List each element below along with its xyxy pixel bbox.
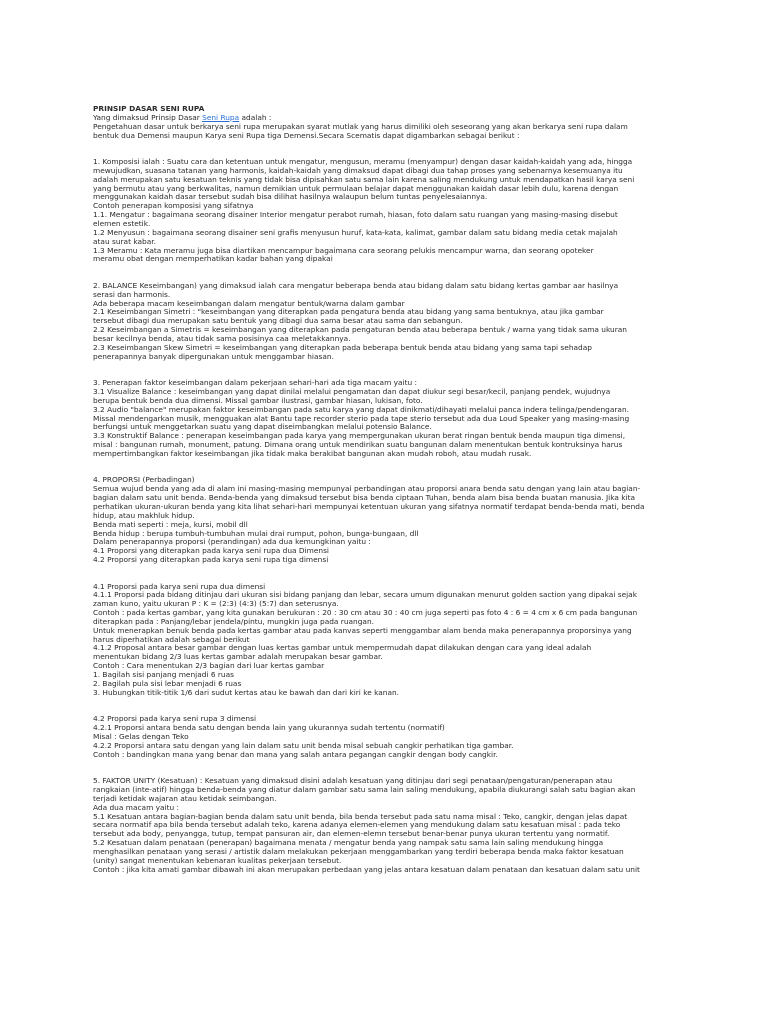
paragraph-line: hidup, atau makhluk hidup. [93, 510, 195, 520]
section-1 [93, 158, 678, 264]
paragraph-line: yang bermutu atau yang berkwalitas, namun demikian untuk permulaan belajar dapat menggunakan kaidah dasar lebih dulu, karena dengan [93, 183, 619, 193]
paragraph-line: terjadi ketidak wajaran atau ketidak seimbangan. [93, 793, 277, 803]
paragraph-line: mempertimbangkan faktor keseimbangan jika tidak maka berakibat bangunan akan mudah roboh, atau mudah rusak. [93, 448, 532, 458]
paragraph-line: Benda mati seperti : meja, kursi, mobil dll [93, 519, 248, 529]
paragraph-line: atau surat kabar. [93, 236, 156, 246]
paragraph-line: Contoh penerapan komposisi yang sifatnya [93, 201, 254, 211]
paragraph-line: tersebut dibagi dua merupakan satu bentuk yang dibagi dua sama besar atau sama dan sebangun. [93, 316, 463, 326]
paragraph-line: 1.1. Mengatur : bagaimana seorang disainer Interior mengatur perabot rumah, hiasan, foto dalam satu ruangan yang masing-masing disebut [93, 210, 618, 220]
paragraph-line: serasi dan harmonis. [93, 289, 171, 299]
paragraph-line: 4.1.2 Proposal antara besar gambar dengan luas kertas gambar untuk mempermudah dapat dilakukan dengan cara yang ideal adalah [93, 643, 592, 653]
paragraph-line: meramu obat dengan memperhatikan kadar bahan yang dipakai [93, 254, 333, 264]
paragraph-gap [93, 140, 678, 149]
paragraph-line: zaman kuno, yaitu ukuran P : K = (2:3) (4:3) (5:7) dan seterusnya. [93, 599, 339, 609]
section-3 [93, 379, 678, 459]
paragraph-line: Semua wujud benda yang ada di alam ini masing-masing mempunyai perbandingan atau proporsi anara benda satu dengan yang lain atau bagian- [93, 484, 641, 494]
paragraph-line: 2.3 Keseimbangan Skew Simetri = keseimbangan yang diterapkan pada beberapa bentuk benda atau bidang yang sama tapi sehadap [93, 342, 592, 352]
paragraph-line: 4.2 Proporsi yang diterapkan pada karya seni rupa tiga dimensi [93, 555, 329, 565]
paragraph-line: perhatikan ukuran-ukuran benda yang kita lihat sehari-hari mempunyai ketentuan ukuran yang sifatnya normatif terdapat benda-benda mati, benda [93, 501, 645, 511]
paragraph-line: Contoh : bandingkan mana yang benar dan mana yang salah antara pegangan cangkir dengan body cangkir. [93, 749, 498, 759]
paragraph-line: besar kecilnya benda, atau tidak sama posisinya caa meletakkannya. [93, 333, 351, 343]
paragraph-line: Ada dua macam yaitu : [93, 802, 179, 812]
paragraph-line: elemen estetik. [93, 218, 151, 228]
intro-paragraph-line: bentuk dua Demensi maupun Karya seni Rupa tiga Demensi.Secara Scematis dapat digambarkan sebagai berikut : [93, 130, 520, 140]
paragraph-line: 3.3 Konstruktif Balance : penerapan keseimbangan pada karya yang mempergunakan ukuran berat ringan bentuk benda maupun tiga dimensi, [93, 431, 626, 441]
section-2 [93, 282, 678, 362]
paragraph-gap [93, 264, 678, 273]
paragraph-line: 1. Komposisi ialah : Suatu cara dan ketentuan untuk mengatur, mengusun, meramu (menyampur) dengan dasar kaidah-kaidah yang ada, hingga [93, 157, 633, 167]
paragraph-line: adalah merupakan satu kesatuan teknis yang tidak bisa dipisahkan satu sama lain karena saling mendukung untuk mendapatkan hasil karya seni [93, 174, 635, 184]
paragraph-line: diterapkan pada : Panjang/lebar jendela/pintu, mungkin juga pada ruangan. [93, 616, 374, 626]
paragraph-line: 4.1.1 Proporsi pada bidang ditinjau dari ukuran sisi bidang panjang dan lebar, secara umum digunakan menurut golden saction yang dipakai sejak [93, 590, 637, 600]
paragraph-line: berfungsi untuk menggetarkan suatu yang dapat diseimbangkan melalui potensio Balance. [93, 422, 432, 432]
paragraph-line: 3.2 Audio "balance" merupakan faktor keseimbangan pada satu karya yang dapat dinikmati/dihayati melalui panca indera telinga/pendengaran. [93, 404, 629, 414]
paragraph-line: Missal mendengarkan musik, mengguakan alat Bantu tape recorder sterio pada tape sterio tersebut ada dua Loud Speaker yang masing-masing [93, 413, 630, 423]
paragraph-line: mewujudkan, suasana tatanan yang harmonis, kaidah-kaidah yang dimaksud dapat dibagi dua tahap proses yang sebenarnya kesemuanya itu [93, 165, 623, 175]
paragraph-line: Untuk menerapkan benuk benda pada kertas gambar atau pada kanvas seperti menggambar alam benda maka penerapannya proporsinya yang [93, 625, 632, 635]
paragraph-gap [93, 361, 678, 370]
paragraph-line: 5.2 Kesatuan dalam penataan (penerapan) bagaimana menata / mengatur benda yang nampak satu sama lain saling mendukung hingga [93, 838, 604, 848]
section-5 [93, 583, 678, 698]
paragraph-line: 1.2 Menyusun : bagaimana seorang disainer seni grafis menyusun huruf, kata-kata, kalimat, gambar dalam satu bidang media cetak majalah [93, 227, 618, 237]
paragraph-line: Contoh : Cara menentukan 2/3 bagian dari luar kertas gambar [93, 661, 325, 671]
document-body [93, 140, 678, 874]
paragraph-line: 2.2 Keseimbangan a Simetris = keseimbangan yang diterapkan pada pengaturan benda atau beberapa bentuk / warna yang tidak sama ukuran [93, 325, 627, 335]
paragraph-line: 3. Penerapan faktor keseimbangan dalam pekerjaan sehari-hari ada tiga macam yaitu : [93, 378, 418, 388]
paragraph-line: secara normatif apa bila benda tersebut adalah teko, karena adanya elemen-elemen yang mendukung dalam satu kesatuan misal : pada teko [93, 820, 621, 830]
paragraph-line: 5. FAKTOR UNITY (Kesatuan) : Kesatuan yang dimaksud disini adalah kesatuan yang ditinjau dari segi penataan/pengaturan/penerapan atau [93, 776, 613, 786]
intro-paragraph-line: Pengetahuan dasar untuk berkarya seni rupa merupakan syarat mutlak yang harus dimiliki oleh seseorang yang akan berkarya seni rupa dalam [93, 121, 628, 131]
paragraph-line: menggunakan kaidah dasar tersebut sudah bisa dilihat hasilnya walaupun belum tuntas penyelesaiannya. [93, 192, 488, 202]
paragraph-line: 2. Bagilah pula sisi lebar menjadi 6 ruas [93, 678, 242, 688]
paragraph-line: rangkaian (inte-atif) hingga benda-benda yang diatur dalam gambar satu sama lain saling mendukung, apabila diukurangi salah satu bagian akan [93, 784, 636, 794]
paragraph-line: 4.2.2 Proporsi antara satu dengan yang lain dalam satu unit benda misal sebuah cangkir perhatikan tiga gambar. [93, 740, 514, 750]
paragraph-line: misal : bangunan rumah, monument, patung. Dimana orang untuk mendirikan suatu bangunan dalam menentukan bentuk kontruksinya harus [93, 440, 623, 450]
section-6 [93, 715, 678, 759]
paragraph-line: Contoh : jika kita amati gambar dibawah ini akan merupakan perbedaan yang jelas antara kesatuan dalam penataan dan kesatuan dalam satu unit [93, 864, 640, 874]
paragraph-line: Ada beberapa macam keseimbangan dalam mengatur bentuk/warna dalam gambar [93, 298, 405, 308]
paragraph-line: 2. BALANCE Keseimbangan) yang dimaksud ialah cara mengatur beberapa benda atau bidang dalam satu bidang kertas gambar aar hasilnya [93, 280, 619, 290]
section-4 [93, 476, 678, 564]
intro-text-end: adalah : [239, 112, 272, 122]
paragraph-line: penerapannya banyak dipergunakan untuk menggambar hiasan. [93, 351, 334, 361]
paragraph-line: 3. Hubungkan titik-titik 1/6 dari sudut kertas atau ke bawah dan dari kiri ke kanan. [93, 687, 400, 697]
paragraph-line: 4.2.1 Proporsi antara benda satu dengan benda lain yang ukurannya sudah tertentu (normatif) [93, 723, 445, 733]
paragraph-line: tersebut ada body, penyangga, tutup, tempat pansuran air, dan elemen-elemn tersebut benar-benar punya ukuran tertentu yang normatif. [93, 829, 610, 839]
paragraph-line: 4.1 Proporsi pada karya seni rupa dua dimensi [93, 581, 266, 591]
paragraph-line: 3.1 Visualize Balance : keseimbangan yang dapat dinilai melalui pengamatan dan dapat diukur segi besar/kecil, panjang pendek, wujudnya [93, 387, 611, 396]
paragraph-line: menentukan bidang 2/3 luas kertas gambar adalah merupakan besar gambar. [93, 652, 383, 662]
paragraph-line: menghasilkan penataan yang serasi / artistik dalam melakukan pekerjaan menggambarkan yang terdiri beberapa benda maka faktor kesatuan [93, 846, 624, 856]
paragraph-line: berupa bentuk benda dua dimensi. Missal gambar ilustrasi, gambar hiasan, lukisan, foto. [93, 395, 423, 405]
paragraph-line: 4.2 Proporsi pada karya seni rupa 3 dimensi [93, 714, 256, 724]
paragraph-line: 4.1 Proporsi yang diterapkan pada karya seni rupa dua Dimensi [93, 546, 329, 556]
paragraph-gap [93, 459, 678, 468]
section-7 [93, 777, 678, 874]
paragraph-gap [93, 698, 678, 707]
paragraph-line: 1.3 Meramu : Kata meramu juga bisa diartikan mencampur bagaimana cara seorang pelukis mencampur warna, dan seorang opoteker [93, 245, 594, 255]
document-title: PRINSIP DASAR SENI RUPA [93, 104, 205, 113]
paragraph-line: (unity) sangat menentukan kebenaran kualitas pekerjaan tersebut. [93, 855, 342, 865]
paragraph-line: bagian dalam satu unit benda. Benda-benda yang dimaksud tersebut bisa benda ciptaan Tuhan, benda alam bisa benda buatan manusia. Jika kita [93, 493, 636, 503]
paragraph-line: Contoh : pada kertas gambar, yang kita gunakan berukuran : 20 : 30 cm atau 30 : 40 cm juga seperti pas foto 4 : 6 = 4 cm x 6 cm pada bangunan [93, 608, 638, 618]
paragraph-line: 1. Bagilah sisi panjang menjadi 6 ruas [93, 670, 234, 679]
document-page [93, 105, 678, 874]
intro-paragraph [93, 123, 678, 141]
paragraph-line: 5.1 Kesatuan antara bagian-bagian benda dalam satu unit benda, bila benda tersebut pada satu nama misal : Teko, cangkir, dengan jelas dapat [93, 811, 628, 821]
paragraph-line: 2.1 Keseimbangan Simetri : "keseimbangan yang diterapkan pada pengatura benda atau bidang yang sama bentuknya, atau jika gambar [93, 307, 604, 317]
paragraph-line: harus diperhatikan adalah sebagai berikut [93, 634, 250, 644]
paragraph-line: Dalam penerapannya proporsi (perandingan) ada dua kemungkinan yaitu : [93, 537, 371, 547]
seni-rupa-link[interactable]: Seni Rupa [202, 112, 240, 122]
paragraph-line: Misal : Gelas dengan Teko [93, 731, 189, 741]
intro-text: Yang dimaksud Prinsip Dasar [93, 112, 203, 122]
paragraph-line: Benda hidup : berupa tumbuh-tumbuhan mulai drai rumput, pohon, bunga-bungaan, dll [93, 528, 419, 538]
paragraph-gap [93, 565, 678, 574]
paragraph-gap [93, 759, 678, 768]
paragraph-line: 4. PROPORSI (Perbadingan) [93, 475, 195, 485]
